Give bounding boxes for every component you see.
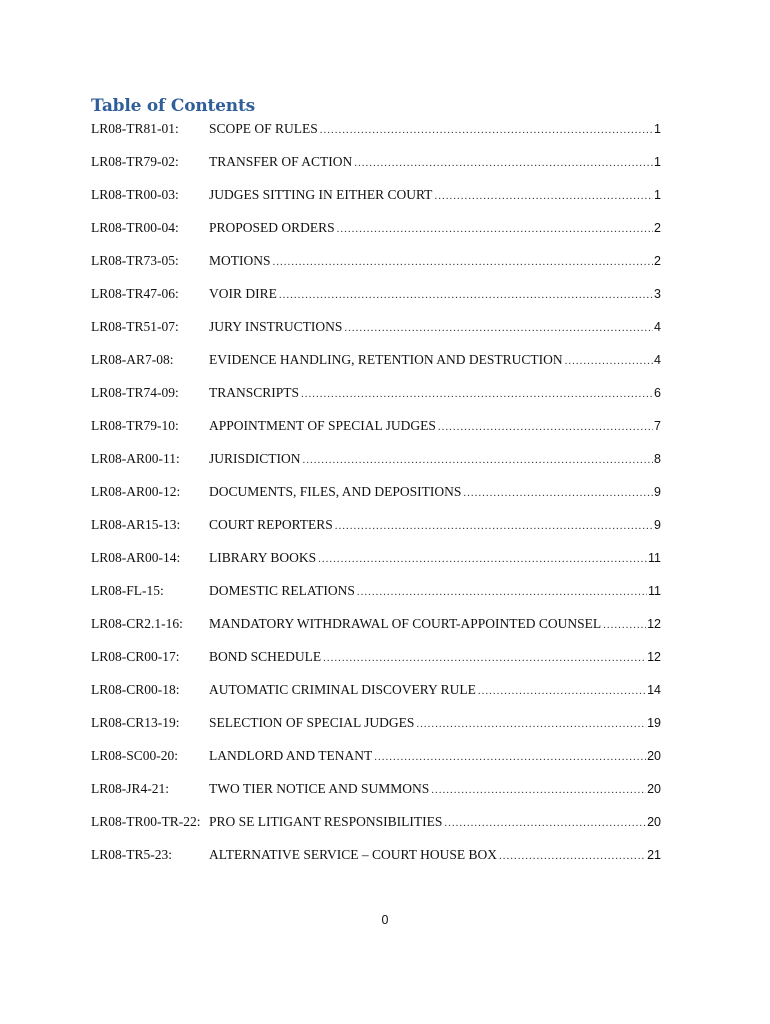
toc-dot-leader: [316, 553, 647, 565]
toc-entry-code: LR08-TR79-02:: [91, 154, 179, 169]
toc-entry-code: LR08-AR00-14:: [91, 550, 181, 565]
toc-entry-title: APPOINTMENT OF SPECIAL JUDGES: [209, 418, 436, 433]
toc-entry[interactable]: [91, 352, 661, 385]
toc-entry-title: BOND SCHEDULE: [209, 649, 322, 664]
toc-dot-leader: [372, 751, 646, 763]
toc-dot-leader: [497, 850, 646, 862]
toc-entry-title: ALTERNATIVE SERVICE – COURT HOUSE BOX: [209, 847, 497, 862]
toc-entry-code: LR08-CR00-18:: [91, 682, 180, 697]
toc-entry[interactable]: [91, 847, 661, 880]
toc-entry-page: 20: [647, 782, 661, 796]
toc-entry[interactable]: [91, 616, 661, 649]
toc-entry[interactable]: [91, 319, 661, 352]
toc-entry-title: COURT REPORTERS: [209, 517, 333, 532]
toc-entry-title: JURISDICTION: [209, 451, 301, 466]
toc-entry-code: LR08-TR73-05:: [91, 253, 179, 268]
toc-entry-code: LR08-TR74-09:: [91, 385, 179, 400]
toc-dot-leader: [436, 421, 653, 433]
toc-dot-leader: [442, 817, 646, 829]
toc-entry-page: 20: [647, 749, 661, 763]
toc-dot-leader: [321, 652, 646, 664]
toc-dot-leader: [461, 487, 653, 499]
toc-entry-code: LR08-TR81-01:: [91, 121, 179, 136]
toc-entry-code: LR08-AR7-08:: [91, 352, 174, 367]
toc-entry-page: 20: [647, 815, 661, 829]
toc-entry-page: 9: [654, 485, 661, 499]
toc-entry-page: 11: [648, 584, 661, 598]
toc-entry-page: 2: [654, 221, 661, 235]
toc-entry-title: DOCUMENTS, FILES, AND DEPOSITIONS: [209, 484, 462, 499]
toc-entry-page: 1: [654, 155, 661, 169]
toc-entry[interactable]: [91, 814, 661, 847]
toc-entry-page: 19: [647, 716, 661, 730]
toc-entry-page: 2: [654, 254, 661, 268]
toc-dot-leader: [299, 388, 653, 400]
toc-entry-code: LR08-JR4-21:: [91, 781, 170, 796]
toc-entry[interactable]: [91, 121, 661, 154]
toc-entry-page: 3: [654, 287, 661, 301]
toc-entry[interactable]: [91, 649, 661, 682]
toc-entry-title: DOMESTIC RELATIONS: [209, 583, 355, 598]
toc-entry-title: LANDLORD AND TENANT: [209, 748, 373, 763]
toc-dot-leader: [355, 586, 647, 598]
toc-entry-code: LR08-TR00-04:: [91, 220, 179, 235]
toc-entry-page: 1: [654, 122, 661, 136]
toc-entry-code: LR08-AR15-13:: [91, 517, 181, 532]
toc-entry[interactable]: [91, 781, 661, 814]
toc-entry-title: EVIDENCE HANDLING, RETENTION AND DESTRUCTION: [209, 352, 563, 367]
toc-dot-leader: [335, 223, 653, 235]
toc-entry-page: 11: [648, 551, 661, 565]
toc-entry-page: 6: [654, 386, 661, 400]
toc-entry-title: PROPOSED ORDERS: [209, 220, 335, 235]
toc-entry-title: TRANSFER OF ACTION: [209, 154, 353, 169]
toc-entry-page: 8: [654, 452, 661, 466]
toc-entry-code: LR08-AR00-12:: [91, 484, 181, 499]
toc-dot-leader: [352, 157, 653, 169]
toc-entry-page: 12: [647, 650, 661, 664]
toc-dot-leader: [429, 784, 646, 796]
toc-entry-title: PRO SE LITIGANT RESPONSIBILITIES: [209, 814, 443, 829]
toc-entry-title: VOIR DIRE: [209, 286, 277, 301]
toc-entry-code: LR08-TR5-23:: [91, 847, 172, 862]
toc-entry-title: TRANSCRIPTS: [209, 385, 300, 400]
toc-dot-leader: [333, 520, 653, 532]
toc-entry[interactable]: [91, 253, 661, 286]
toc-entry[interactable]: [91, 583, 661, 616]
toc-dot-leader: [601, 619, 646, 631]
toc-dot-leader: [414, 718, 646, 730]
toc-entry-code: LR08-TR00-03:: [91, 187, 179, 202]
toc-entry[interactable]: [91, 385, 661, 418]
toc-dot-leader: [342, 322, 653, 334]
toc-dot-leader: [318, 124, 653, 136]
toc-dot-leader: [271, 256, 654, 268]
toc-entry-page: 7: [654, 419, 661, 433]
toc-entry-code: LR08-CR13-19:: [91, 715, 180, 730]
toc-entry[interactable]: [91, 715, 661, 748]
page-number: 0: [381, 913, 389, 927]
toc-entry-page: 21: [647, 848, 661, 862]
toc-entry-page: 4: [654, 320, 661, 334]
toc-dot-leader: [476, 685, 646, 697]
toc-entry-title: JURY INSTRUCTIONS: [209, 319, 343, 334]
toc-entry-title: JUDGES SITTING IN EITHER COURT: [209, 187, 433, 202]
toc-entry-code: LR08-CR2.1-16:: [91, 616, 183, 631]
toc-dot-leader: [277, 289, 653, 301]
toc-entry-title: AUTOMATIC CRIMINAL DISCOVERY RULE: [209, 682, 476, 697]
toc-entry-code: LR08-AR00-11:: [91, 451, 180, 466]
toc-entry[interactable]: [91, 154, 661, 187]
toc-entry-code: LR08-CR00-17:: [91, 649, 180, 664]
toc-entry[interactable]: [91, 484, 661, 517]
toc-entry[interactable]: [91, 550, 661, 583]
toc-entry-code: LR08-TR00-TR-22:: [91, 814, 201, 829]
toc-entry[interactable]: [91, 748, 661, 781]
toc-entry-page: 1: [654, 188, 661, 202]
toc-entry-title: TWO TIER NOTICE AND SUMMONS: [209, 781, 430, 796]
toc-entry-page: 12: [647, 617, 661, 631]
toc-entry[interactable]: [91, 451, 661, 484]
toc-entry[interactable]: [91, 682, 661, 715]
toc-entry-code: LR08-TR47-06:: [91, 286, 179, 301]
toc-entry[interactable]: [91, 187, 661, 220]
toc-entry-title: SELECTION OF SPECIAL JUDGES: [209, 715, 415, 730]
toc-heading: Table of Contents: [91, 96, 255, 116]
toc-dot-leader: [563, 355, 653, 367]
toc-entry-page: 4: [654, 353, 661, 367]
toc-entry-title: MOTIONS: [209, 253, 271, 268]
toc-entry-page: 14: [647, 683, 661, 697]
toc-list: [91, 121, 661, 880]
toc-entry-code: LR08-TR79-10:: [91, 418, 179, 433]
toc-entry-code: LR08-SC00-20:: [91, 748, 179, 763]
toc-dot-leader: [301, 454, 654, 466]
toc-entry-code: LR08-TR51-07:: [91, 319, 179, 334]
toc-entry[interactable]: [91, 418, 661, 451]
toc-entry[interactable]: [91, 517, 661, 550]
toc-entry[interactable]: [91, 286, 661, 319]
toc-dot-leader: [432, 190, 653, 202]
toc-entry[interactable]: [91, 220, 661, 253]
toc-entry-code: LR08-FL-15:: [91, 583, 164, 598]
toc-entry-title: LIBRARY BOOKS: [209, 550, 317, 565]
toc-entry-title: MANDATORY WITHDRAWAL OF COURT-APPOINTED COUNSEL: [209, 616, 602, 631]
toc-entry-page: 9: [654, 518, 661, 532]
toc-entry-title: SCOPE OF RULES: [209, 121, 318, 136]
